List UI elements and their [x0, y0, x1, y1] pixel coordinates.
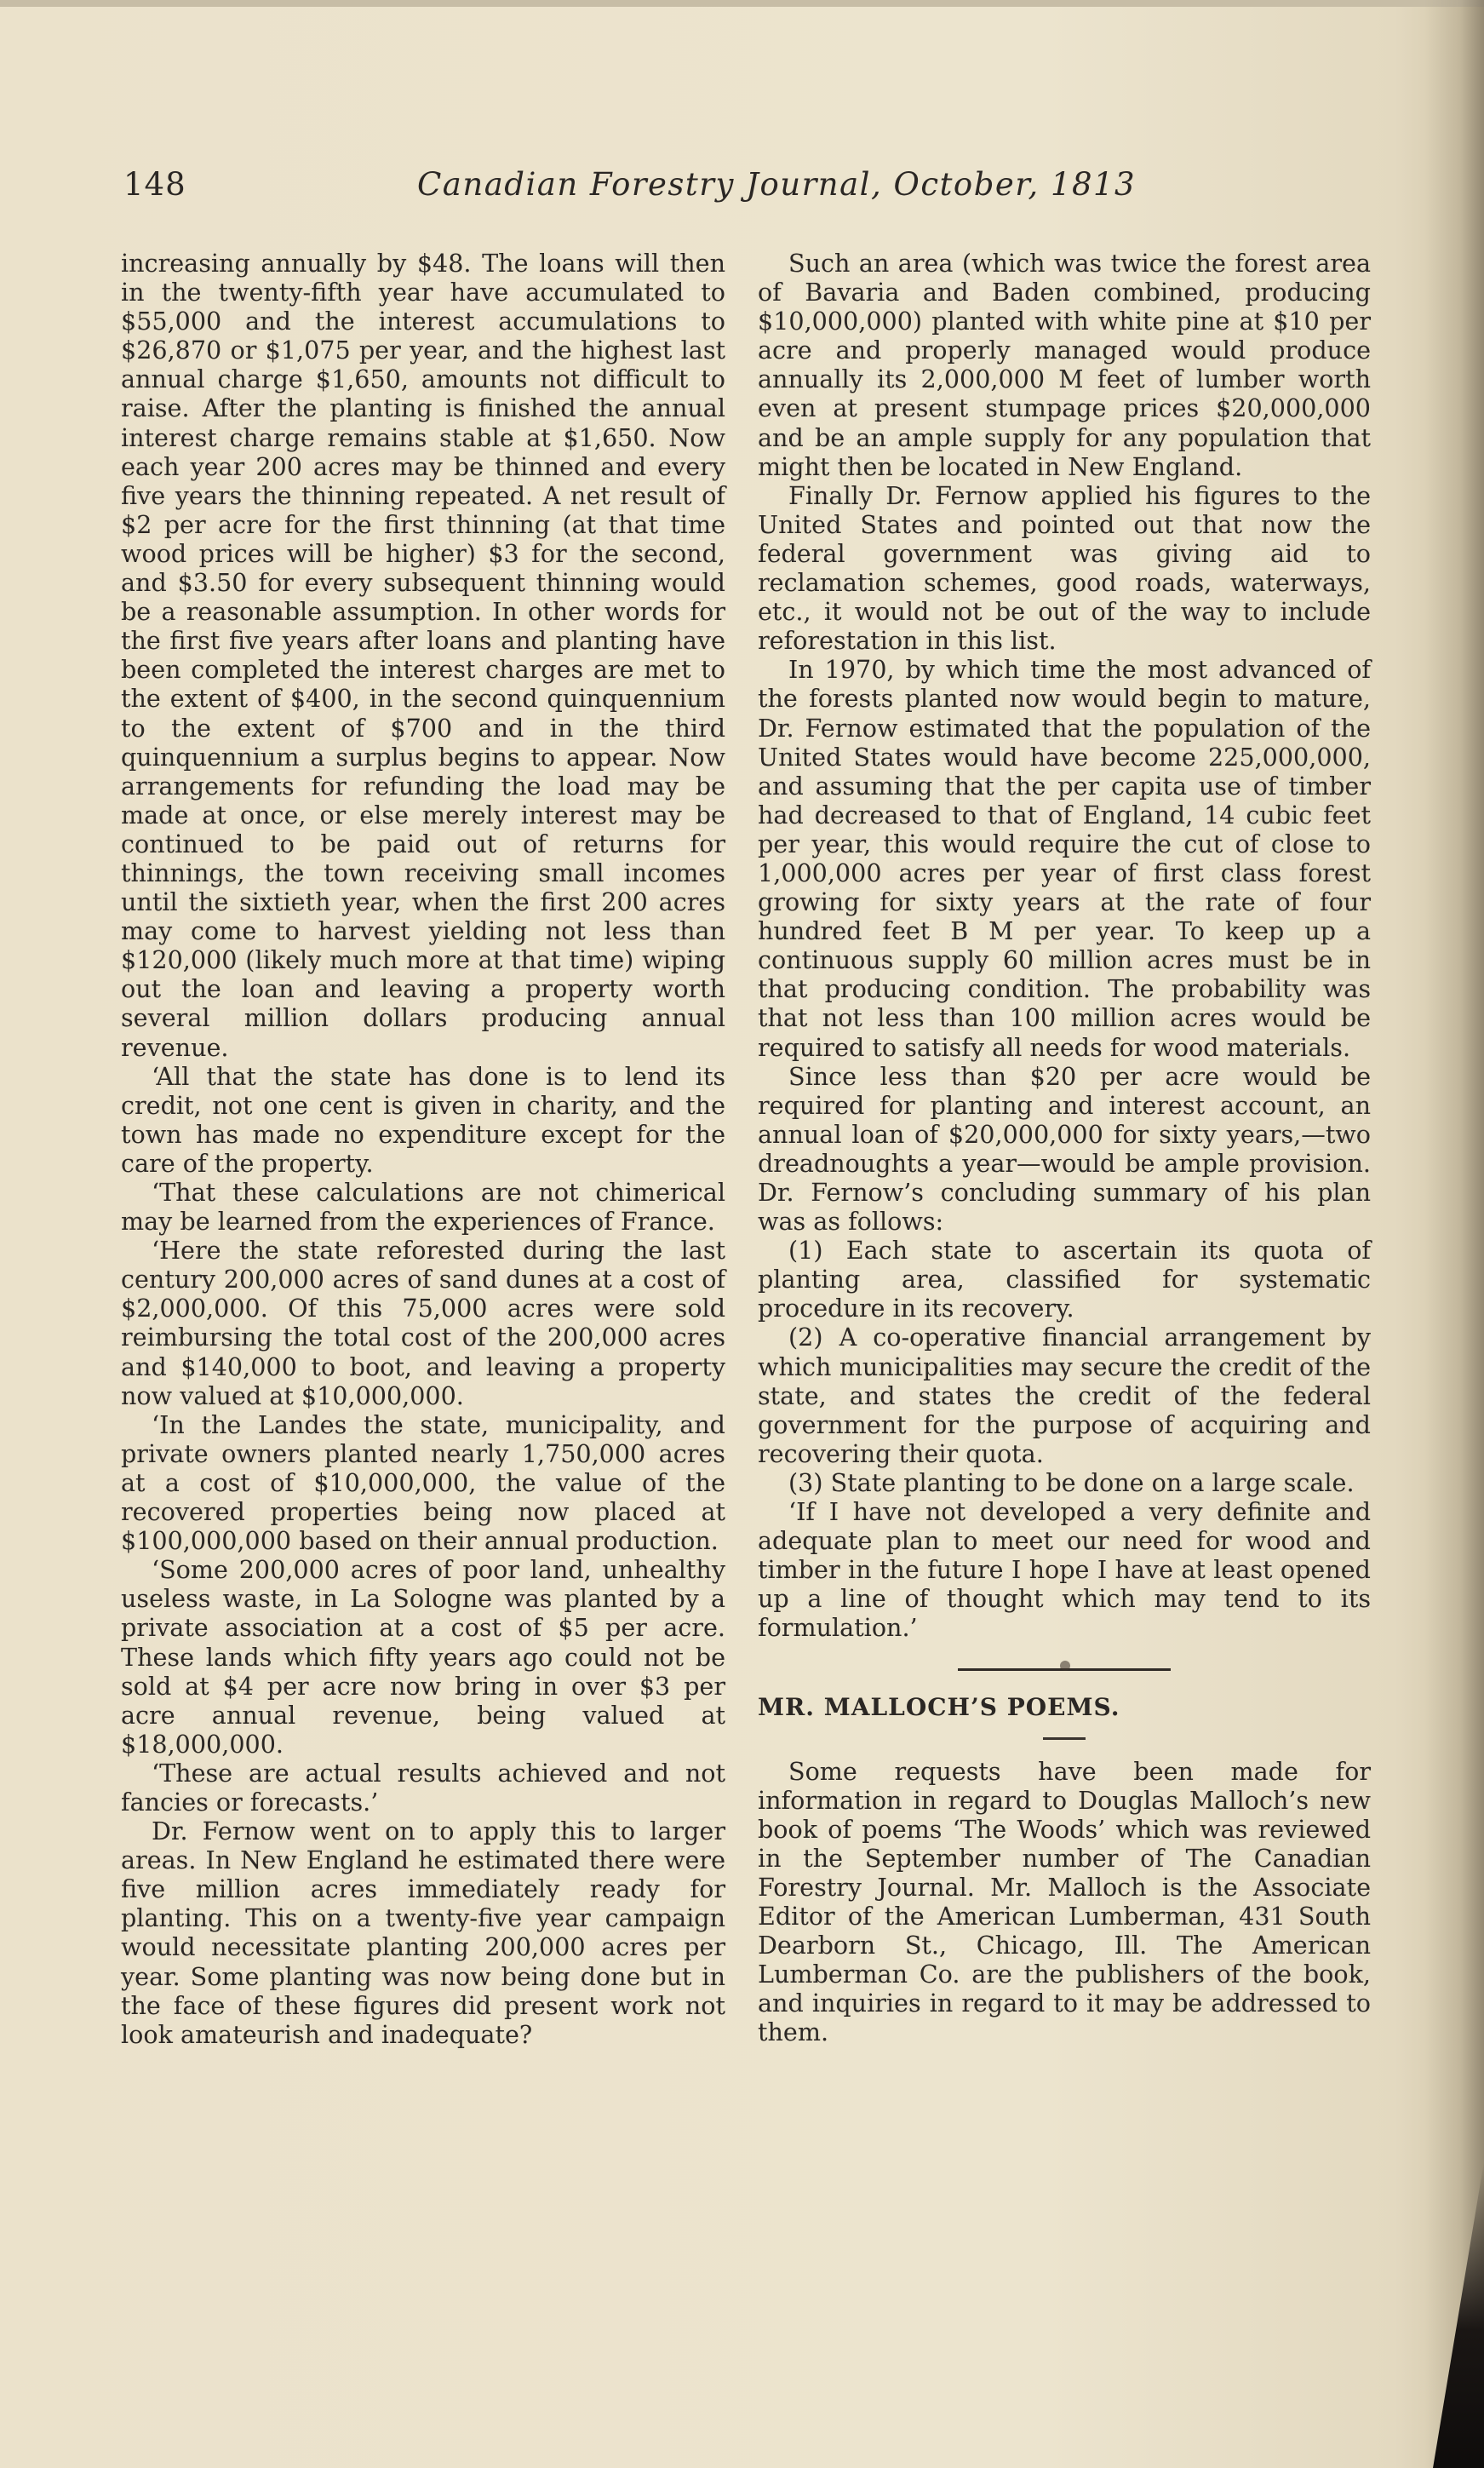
- paragraph: increasing annually by $48. The loans will then in the twenty-fifth year have accumulated to $55,000 and the interest accumulations to $26,870 or $1,075 per year, and the highest last annual charge $1,650, amounts not difficult to raise. After the planting is finished the annual interest charge remains stable at $1,650. Now each year 200 acres may be thinned and every five years the thinning repeated. A net result of $2 per acre for the first thinning (at that time wood prices will be higher) $3 for the second, and $3.50 for every subsequent thinning would be a reasonable assumption. In other words for the first five years after loans and planting have been completed the interest charges are met to the extent of $400, in the second quinquennium to the extent of $700 and in the third quinquennium a surplus begins to appear. Now arrangements for refunding the load may be made at once, or else merely interest may be continued to be paid out of returns for thinnings, the town receiving small incomes until the sixtieth year, when the first 200 acres may come to harvest yielding not less than $120,000 (likely much more at that time) wiping out the loan and leaving a property worth several million dollars producing annual revenue.: [121, 249, 725, 1062]
- ink-smudge: [1060, 1661, 1070, 1671]
- paragraph: (3) State planting to be done on a large scale.: [788, 1467, 1355, 1497]
- page-number: 148: [123, 166, 186, 203]
- paragraph: ‘These are actual results achieved and not fancies or forecasts.’: [121, 1758, 725, 1817]
- paragraph: ‘Some 200,000 acres of poor land, unhealthy useless waste, in La Sologne was planted by a private association at a cost of $5 per acre. These lands which fifty years ago could not be sold at $4 per acre now bring in over $3 per acre annual revenue, being valued at $18,000,000.: [121, 1555, 725, 1759]
- section-heading: MR. MALLOCH’S POEMS.: [758, 1692, 1120, 1721]
- page-header: [123, 166, 1137, 217]
- running-title: Canadian Forestry Journal, October, 1813: [417, 166, 1137, 203]
- paragraph: Such an area (which was twice the forest area of Bavaria and Baden combined, producing $10,000,000) planted with white pine at $10 per acre and properly managed would produce annually its 2,000,000 M feet of lumber worth even at present stumpage prices $20,000,000 and be an ample supply for any population that might then be located in New England.: [758, 249, 1371, 481]
- paragraph: Finally Dr. Fernow applied his figures to the United States and pointed out that now the federal government was giving aid to reclamation schemes, good roads, waterways, etc., it would not be out of the way to include reforestation in this list.: [758, 480, 1371, 656]
- top-border: [0, 0, 1484, 7]
- paragraph: ‘All that the state has done is to lend its credit, not one cent is given in charity, and the town has made no expenditure except for the care of the property.: [121, 1061, 725, 1178]
- paragraph: Dr. Fernow went on to apply this to larger areas. In New England he estimated there were five million acres immediately ready for planting. This on a twenty-five year campaign would necessitate planting 200,000 acres per year. Some planting was now being done but in the face of these figures did present work not look amateurish and inadequate?: [121, 1817, 725, 2049]
- paragraph: ‘In the Landes the state, municipality, and private owners planted nearly 1,750,000 acres at a cost of $10,000,000, the value of the recovered properties being now placed at $100,000,000 based on their annual production.: [121, 1409, 725, 1556]
- paragraph: ‘If I have not developed a very definite and adequate plan to meet our need for wood and timber in the future I hope I have at least opened up a line of thought which may tend to its formulation.’: [758, 1497, 1371, 1643]
- paragraph: Since less than $20 per acre would be required for planting and interest account, an annual loan of $20,000,000 for sixty years,—two dreadnoughts a year—would be ample provision. Dr. Fernow’s concluding summary of his plan was as follows:: [758, 1061, 1371, 1237]
- left-column: [121, 249, 725, 2049]
- paragraph: Some requests have been made for information in regard to Douglas Malloch’s new book of poems ‘The Woods’ which was reviewed in the September number of The Canadian Forestry Journal. Mr. Malloch is the Associate Editor of the American Lumberman, 431 South Dearborn St., Chicago, Ill. The American Lumberman Co. are the publishers of the book, and inquiries in regard to it may be addressed to them.: [758, 1756, 1371, 2047]
- right-column: [758, 249, 1371, 2047]
- page-edge-shading: [1424, 0, 1484, 2468]
- paragraph: (1) Each state to ascertain its quota of planting area, classified for systematic procedure in its recovery.: [758, 1236, 1371, 1323]
- paragraph: ‘That these calculations are not chimerical may be learned from the experiences of France.: [121, 1178, 725, 1237]
- paragraph: ‘Here the state reforested during the last century 200,000 acres of sand dunes at a cost of $2,000,000. Of this 75,000 acres were sold reimbursing the total cost of the 200,000 acres and $140,000 to boot, and leaving a property now valued at $10,000,000.: [121, 1236, 725, 1410]
- paragraph: In 1970, by which time the most advanced of the forests planted now would begin to mature, Dr. Fernow estimated that the population of the United States would have become 225,000,000, and assuming that the per capita use of timber had decreased to that of England, 14 cubic feet per year, this would require the cut of close to 1,000,000 acres per year of first class forest growing for sixty years at the rate of four hundred feet B M per year. To keep up a continuous supply 60 million acres must be in that producing condition. The probability was that not less than 100 million acres would be required to satisfy all needs for wood materials.: [758, 655, 1371, 1062]
- paragraph: (2) A co-operative financial arrangement by which municipalities may secure the credit of the state, and states the credit of the federal government for the purpose of acquiring and recovering their quota.: [758, 1323, 1371, 1468]
- heading-rule: [1043, 1737, 1086, 1740]
